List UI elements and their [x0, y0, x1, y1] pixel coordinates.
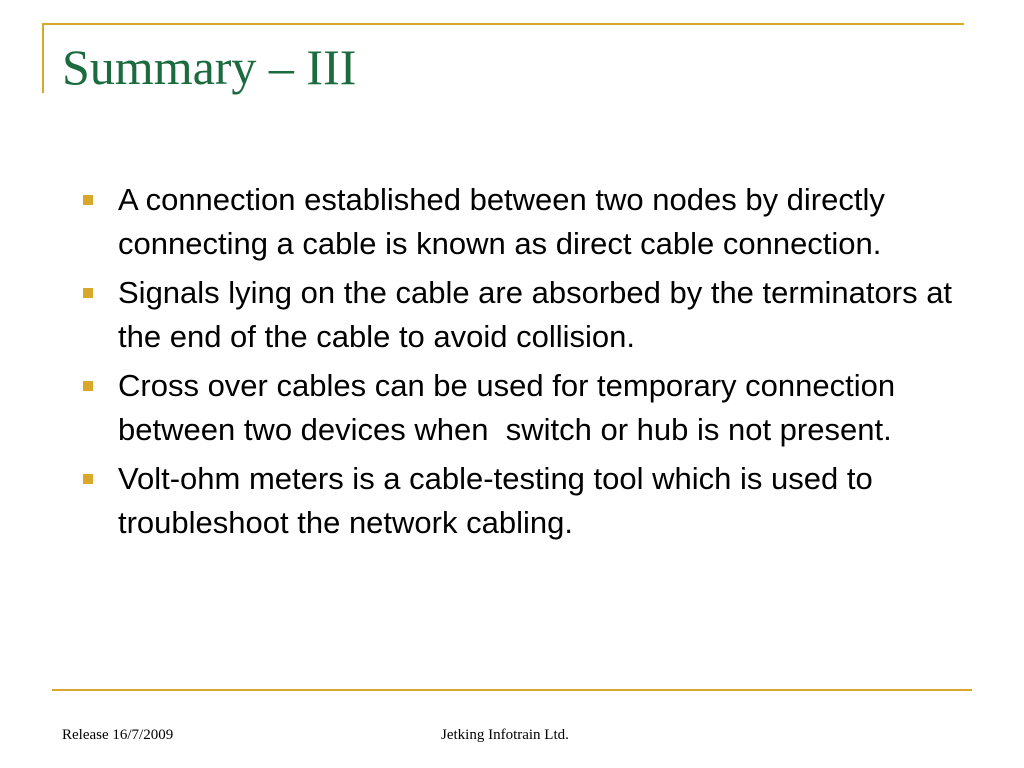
bullet-list: [80, 178, 990, 550]
bullet-text: Cross over cables can be used for temporary connection between two devices when switch or hub is not present.: [118, 368, 896, 447]
slide-title: Summary – III: [62, 39, 357, 95]
bullet-text: Volt-ohm meters is a cable-testing tool which is used to troubleshoot the network cabling.: [118, 461, 873, 540]
bullet-item: [80, 364, 990, 451]
square-bullet-icon: [83, 195, 93, 205]
square-bullet-icon: [83, 381, 93, 391]
footer-release: Release 16/7/2009: [62, 727, 174, 743]
frame-top-rule: [42, 23, 964, 25]
footer-company: Jetking Infotrain Ltd.: [441, 727, 569, 743]
bullet-item: [80, 178, 990, 265]
square-bullet-icon: [83, 288, 93, 298]
bullet-item: [80, 457, 990, 544]
bullet-item: [80, 271, 990, 358]
square-bullet-icon: [83, 474, 93, 484]
frame-left-rule: [42, 23, 44, 93]
bullet-text: A connection established between two nodes by directly connecting a cable is known as direct cable connection.: [118, 182, 885, 261]
footer-rule: [52, 689, 972, 691]
bullet-text: Signals lying on the cable are absorbed by the terminators at the end of the cable to avoid collision.: [118, 275, 953, 354]
